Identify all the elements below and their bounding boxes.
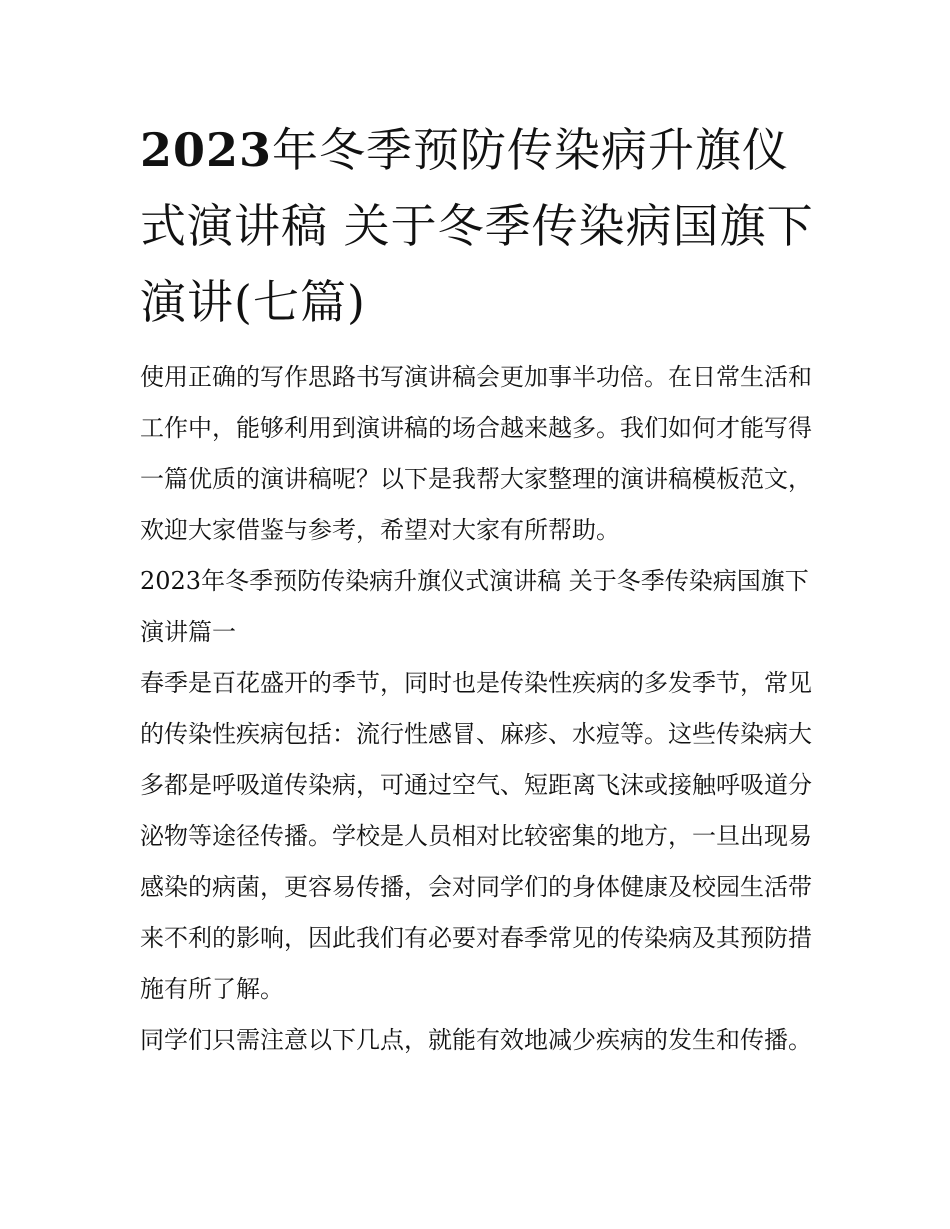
body-paragraph: 同学们只需注意以下几点，就能有效地减少疾病的发生和传播。: [140, 1026, 812, 1054]
document-title: 2023年冬季预防传染病升旗仪式演讲稿 关于冬季传染病国旗下演讲(七篇): [140, 123, 814, 329]
section-heading: 2023年冬季预防传染病升旗仪式演讲稿 关于冬季传染病国旗下演讲篇一: [140, 567, 809, 646]
intro-paragraph: 使用正确的写作思路书写演讲稿会更加事半功倍。在日常生活和工作中，能够利用到演讲稿的场合越来越多。我们如何才能写得一篇优质的演讲稿呢？以下是我帮大家整理的演讲稿模板范文，欢迎大家借鉴与参考，希望对大家有所帮助。: [140, 363, 812, 544]
document-body: [140, 352, 820, 1066]
body-paragraph: 春季是百花盛开的季节，同时也是传染性疾病的多发季节，常见的传染性疾病包括：流行性感冒、麻疹、水痘等。这些传染病大多都是呼吸道传染病，可通过空气、短距离飞沫或接触呼吸道分泌物等途径传播。学校是人员相对比较密集的地方，一旦出现易感染的病菌，更容易传播，会对同学们的身体健康及校园生活带来不利的影响，因此我们有必要对春季常见的传染病及其预防措施有所了解。: [140, 669, 812, 1003]
